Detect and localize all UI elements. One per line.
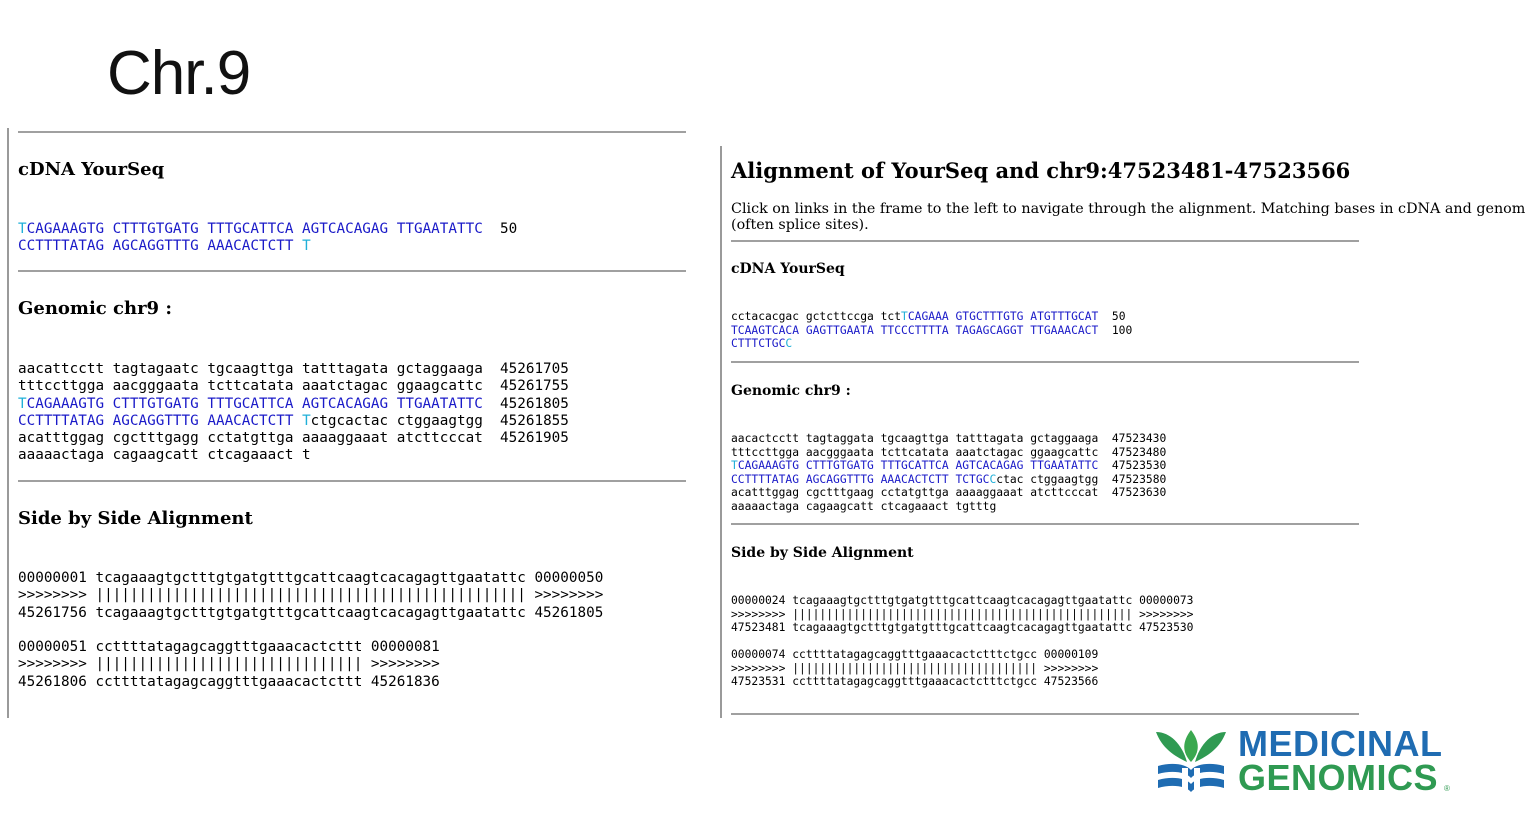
alignment-title: Alignment of YourSeq and chr9:47523481-47523566 [731, 158, 1351, 183]
right-alignment-panel [720, 146, 1525, 718]
cdna-sequence: cctacacgac gctcttccga tctTCAGAAA GTGCTTTGTG ATGTTTGCAT 50 TCAAGTCACA GAGTTGAATA TTCCCTTTTA TAGAGCAGGT TTGAAACACT 100 CTTTCTGCC [731, 310, 1133, 350]
genomic-title: Genomic chr9 : [731, 383, 851, 399]
side-by-side-alignment: 00000024 tcagaaagtgctttgtgatgtttgcattcaagtcacagagttgaatattc 00000073 >>>>>>>> |||||||||||||||||||||||||||||||||||||||||||||||||| >>>>>>>> 47523481 tcagaaagtgctttgtgatgtttgcattcaagtcacagagttgaatattc 47523530 00000074 ccttttatagagcaggtttgaaacactctttctgcc 00000109 >>>>>>>> |||||||||||||||||||||||||||||||||||| >>>>>>>> 47523531 ccttttatagagcaggtttgaaacactctttctgcc 47523566 [731, 594, 1194, 688]
left-alignment-panel [7, 128, 689, 718]
divider [18, 270, 686, 272]
divider [731, 361, 1359, 363]
cdna-title: cDNA YourSeq [731, 261, 845, 277]
divider [18, 480, 686, 482]
side-by-side-title: Side by Side Alignment [731, 545, 914, 561]
alignment-description-line1: Click on links in the frame to the left to navigate through the alignment. Matching bases in cDNA and genom [731, 201, 1525, 217]
medicinal-genomics-logo [1152, 722, 1452, 798]
registered-mark: ® [1444, 784, 1450, 793]
divider [731, 240, 1359, 242]
genomic-title: Genomic chr9 : [18, 298, 172, 319]
slide-title: Chr.9 [107, 39, 251, 108]
genomic-sequence: aacactcctt tagtaggata tgcaagttga tatttagata gctaggaaga 47523430 tttccttgga aacgggaata tcttcatata aaatctagac ggaagcattc 47523480 TCAGAAAGTG CTTTGTGATG TTTGCATTCA AGTCACAGAG TTGAATATTC 47523530 CCTTTTATAG AGCAGGTTTG AAACACTCTT TCTGCCctac ctggaagtgg 47523580 acatttggag cgctttgaag cctatgttga aaaaggaaat atcttcccat 47523630 aaaaactaga cagaagcatt ctcagaaact tgtttg [731, 432, 1167, 513]
cdna-sequence: TCAGAAAGTG CTTTGTGATG TTTGCATTCA AGTCACAGAG TTGAATATTC 50 CCTTTTATAG AGCAGGTTTG AAACACTCTT T [18, 221, 518, 255]
cdna-title: cDNA YourSeq [18, 159, 165, 180]
divider [18, 131, 686, 133]
side-by-side-alignment: 00000001 tcagaaagtgctttgtgatgtttgcattcaagtcacagagttgaatattc 00000050 >>>>>>>> |||||||||||||||||||||||||||||||||||||||||||||||||| >>>>>>>> 45261756 tcagaaagtgctttgtgatgtttgcattcaagtcacagagttgaatattc 45261805 00000051 ccttttatagagcaggtttgaaacactcttt 00000081 >>>>>>>> ||||||||||||||||||||||||||||||| >>>>>>>> 45261806 ccttttatagagcaggtttgaaacactcttt 45261836 [18, 570, 604, 690]
logo-text-genomics: GENOMICS [1238, 757, 1439, 798]
divider [731, 713, 1359, 715]
logo-mark-icon [1152, 724, 1230, 796]
logo-text-medicinal: MEDICINAL [1238, 723, 1443, 764]
genomic-sequence: aacattcctt tagtagaatc tgcaagttga tatttagata gctaggaaga 45261705 tttccttgga aacgggaata tcttcatata aaatctagac ggaagcattc 45261755 TCAGAAAGTG CTTTGTGATG TTTGCATTCA AGTCACAGAG TTGAATATTC 45261805 CCTTTTATAG AGCAGGTTTG AAACACTCTT Tctgcactac ctggaagtgg 45261855 acatttggag cgctttgagg cctatgttga aaaaggaaat atcttcccat 45261905 aaaaactaga cagaagcatt ctcagaaact t [18, 361, 569, 464]
side-by-side-title: Side by Side Alignment [18, 508, 253, 529]
divider [731, 523, 1359, 525]
alignment-description-line2: (often splice sites). [731, 217, 869, 233]
